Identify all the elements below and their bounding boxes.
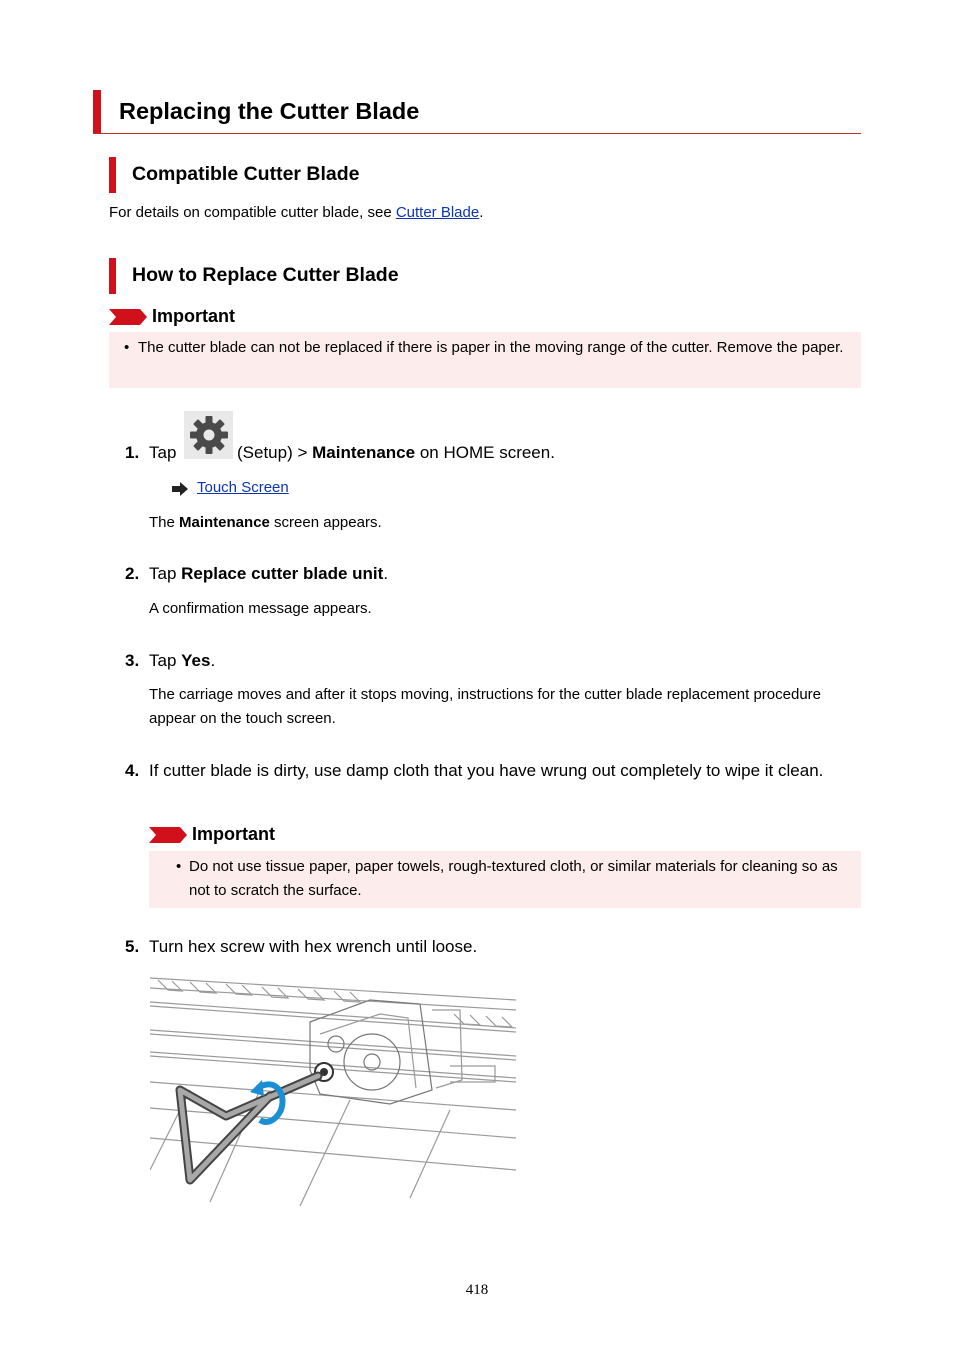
step-1-text: (Setup) > Maintenance on HOME screen. [237, 443, 555, 462]
step-number: 5. [125, 937, 140, 956]
bullet: • [124, 339, 130, 356]
section-heading-how-to: How to Replace Cutter Blade [109, 258, 809, 294]
section-heading-compatible: Compatible Cutter Blade [109, 157, 809, 193]
bullet: • [176, 858, 182, 875]
step-number: 1. [125, 443, 140, 462]
important-chevrons-icon [109, 309, 149, 325]
important-label: Important [152, 306, 235, 326]
step-3-note: The carriage moves and after it stops moving, instructions for the cutter blade replacement procedure appear on the touch screen. [149, 686, 822, 727]
important-chevrons-icon [149, 827, 189, 843]
hex-wrench-illustration [150, 970, 518, 1208]
cutter-blade-link[interactable]: Cutter Blade [395, 204, 480, 221]
step-2-note: A confirmation message appears. [149, 600, 372, 617]
step-3-text: Tap Yes. [149, 651, 216, 670]
step-number: 3. [125, 651, 140, 670]
step-number: 2. [125, 564, 140, 583]
step-2-text: Tap Replace cutter blade unit. [149, 564, 389, 583]
right-arrow-icon [172, 482, 188, 496]
page-number: 418 [465, 1282, 489, 1298]
touch-screen-link[interactable]: Touch Screen [197, 479, 289, 496]
step-4-text: If cutter blade is dirty, use damp cloth that you have wrung out completely to wipe it clean. [149, 761, 824, 780]
important-box [109, 332, 861, 388]
heading-accent-bar [109, 157, 116, 193]
heading-accent-bar [109, 258, 116, 294]
page-title [93, 90, 861, 134]
step-number: 4. [125, 761, 140, 780]
important-box [149, 851, 861, 908]
gear-icon [184, 411, 233, 459]
page-title-text: Replacing the Cutter Blade [119, 98, 420, 124]
step-5-text: Turn hex screw with hex wrench until loose. [149, 937, 478, 956]
important-text: The cutter blade can not be replaced if there is paper in the moving range of the cutter. Remove the paper. [138, 339, 844, 356]
step-tap-word: Tap [149, 443, 177, 462]
hex-wrench [180, 1076, 318, 1180]
compatible-paragraph: For details on compatible cutter blade, see Cutter Blade. [109, 204, 484, 221]
title-accent-bar [93, 90, 101, 133]
important-label: Important [192, 824, 275, 844]
important-text: Do not use tissue paper, paper towels, rough-textured cloth, or similar materials for cleaning so as not to scratch the surface. [189, 858, 838, 899]
step-1-note: The Maintenance screen appears. [149, 514, 382, 531]
